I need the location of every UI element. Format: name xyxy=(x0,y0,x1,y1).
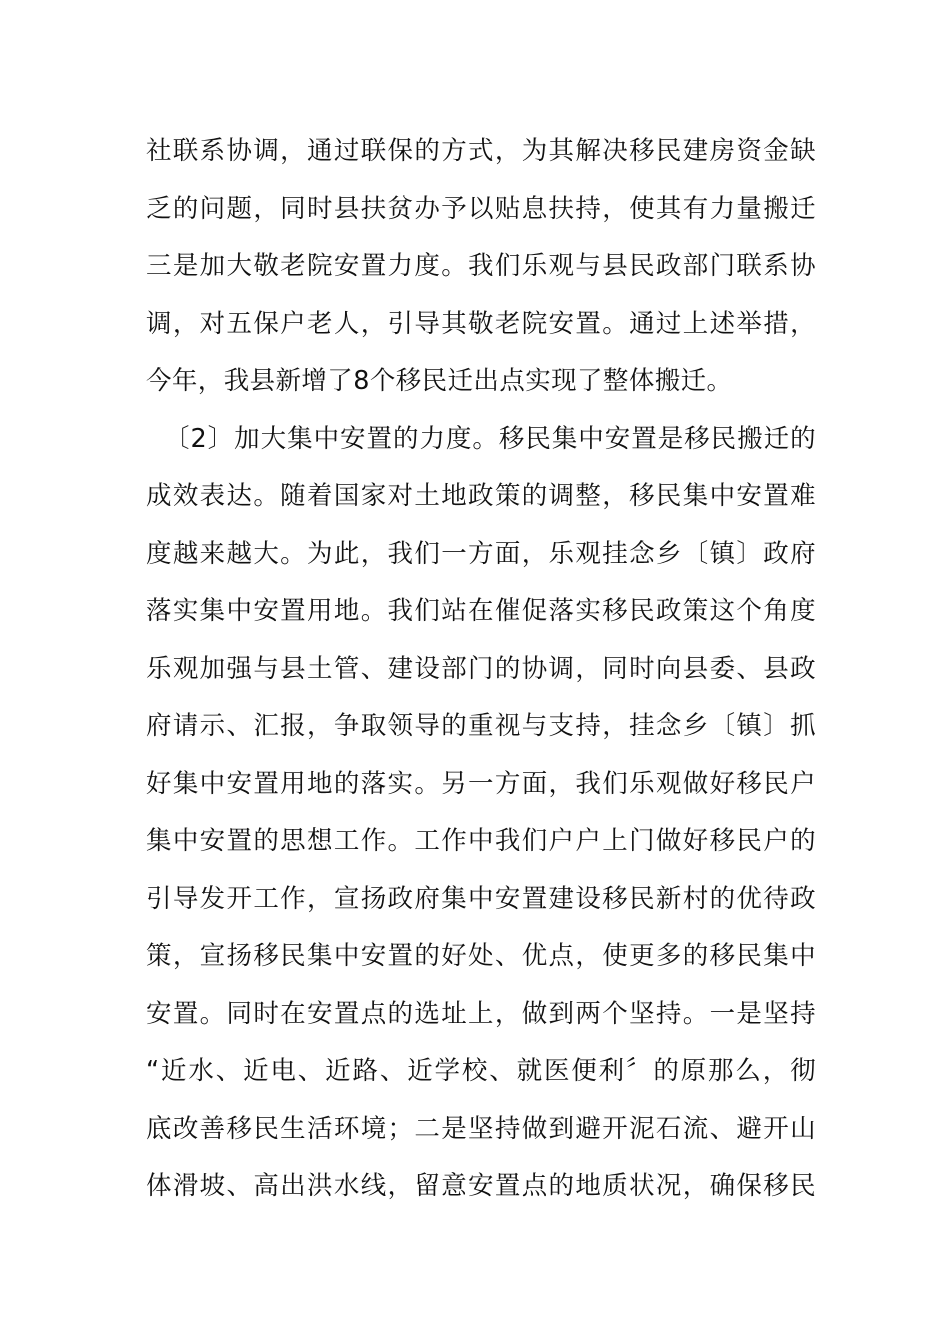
text-line: “近水、近电、近路、近学校、就医便利〞的原那么，彻 xyxy=(146,1056,816,1086)
text-line: 乏的问题，同时县扶贫办予以贴息扶持，使其有力量搬迁 xyxy=(146,193,816,224)
text-line: 度越来越大。为此，我们一方面，乐观挂念乡〔镇〕政府 xyxy=(146,538,816,569)
text-line: 府请示、汇报，争取领导的重视与支持，挂念乡〔镇〕抓 xyxy=(146,711,816,741)
text-line: 引导发开工作，宣扬政府集中安置建设移民新村的优待政 xyxy=(146,883,816,914)
text-line: 乐观加强与县土管、建设部门的协调，同时向县委、县政 xyxy=(146,653,816,684)
text-line: 策，宣扬移民集中安置的好处、优点，使更多的移民集中 xyxy=(146,941,816,971)
text-line: 安置。同时在安置点的选址上，做到两个坚持。一是坚持 xyxy=(146,998,816,1029)
text-line: 体滑坡、高出洪水线，留意安置点的地质状况，确保移民 xyxy=(146,1171,816,1201)
text-line: 落实集中安置用地。我们站在催促落实移民政策这个角度 xyxy=(146,596,816,626)
body-text xyxy=(146,123,816,1216)
text-line: 调，对五保户老人，引导其敬老院安置。通过上述举措， xyxy=(146,308,816,339)
text-line: 好集中安置用地的落实。另一方面，我们乐观做好移民户 xyxy=(146,768,816,799)
text-line: 成效表达。随着国家对土地政策的调整，移民集中安置难 xyxy=(146,481,816,511)
text-line: 社联系协调，通过联保的方式，为其解决移民建房资金缺 xyxy=(146,136,816,166)
text-line: 〔2〕加大集中安置的力度。移民集中安置是移民搬迁的 xyxy=(164,423,816,454)
text-line: 底改善移民生活环境；二是坚持做到避开泥石流、避开山 xyxy=(146,1113,816,1144)
text-line: 三是加大敬老院安置力度。我们乐观与县民政部门联系协 xyxy=(146,251,816,281)
text-line: 集中安置的思想工作。工作中我们户户上门做好移民户的 xyxy=(146,826,816,856)
text-line: 今年，我县新增了8个移民迁出点实现了整体搬迁。 xyxy=(146,366,733,396)
